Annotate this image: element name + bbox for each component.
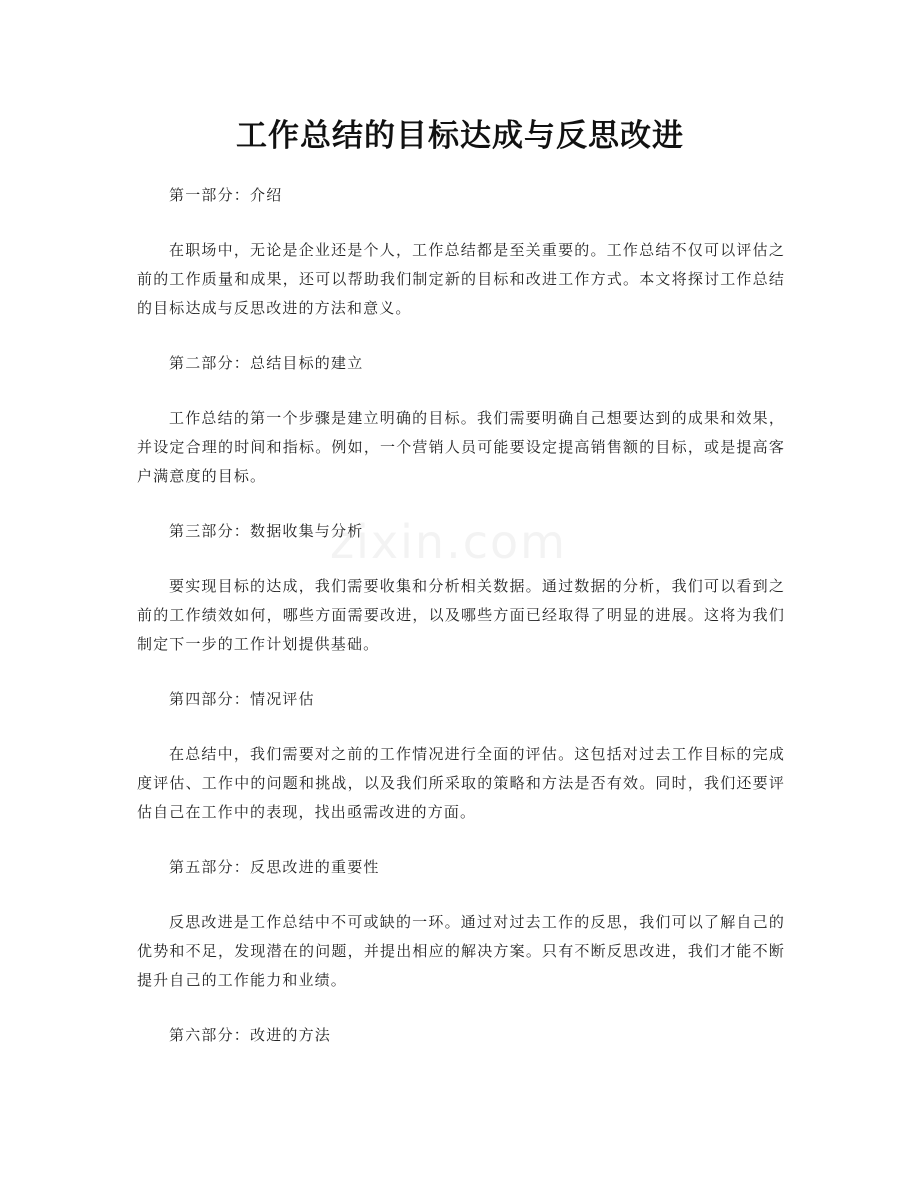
section-paragraph: 要实现目标的达成，我们需要收集和分析相关数据。通过数据的分析，我们可以看到之前的工作绩效如何，哪些方面需要改进，以及哪些方面已经取得了明显的进展。这将为我们制定下一步的工作计划提供基础。 xyxy=(137,577,785,653)
section-heading: 第二部分：总结目标的建立 xyxy=(169,354,364,372)
section-heading: 第一部分：介绍 xyxy=(169,186,283,204)
section-paragraph: 反思改进是工作总结中不可或缺的一环。通过对过去工作的反思，我们可以了解自己的优势和不足，发现潜在的问题，并提出相应的解决方案。只有不断反思改进，我们才能不断提升自己的工作能力和业绩。 xyxy=(137,913,785,989)
document-body xyxy=(137,182,785,1076)
document-title: 工作总结的目标达成与反思改进 xyxy=(236,118,684,154)
section-paragraph: 在职场中，无论是企业还是个人，工作总结都是至关重要的。工作总结不仅可以评估之前的工作质量和成果，还可以帮助我们制定新的目标和改进工作方式。本文将探讨工作总结的目标达成与反思改进的方法和意义。 xyxy=(137,241,785,317)
section-paragraph: 工作总结的第一个步骤是建立明确的目标。我们需要明确自己想要达到的成果和效果，并设定合理的时间和指标。例如，一个营销人员可能要设定提高销售额的目标，或是提高客户满意度的目标。 xyxy=(137,409,785,485)
section-heading: 第六部分：改进的方法 xyxy=(169,1026,332,1044)
section-heading: 第五部分：反思改进的重要性 xyxy=(169,858,380,876)
section-heading: 第四部分：情况评估 xyxy=(169,690,315,708)
section-heading: 第三部分：数据收集与分析 xyxy=(169,522,364,540)
section-paragraph: 在总结中，我们需要对之前的工作情况进行全面的评估。这包括对过去工作目标的完成度评估、工作中的问题和挑战，以及我们所采取的策略和方法是否有效。同时，我们还要评估自己在工作中的表现，找出亟需改进的方面。 xyxy=(137,745,785,821)
watermark-text: zixin.com xyxy=(330,515,567,569)
